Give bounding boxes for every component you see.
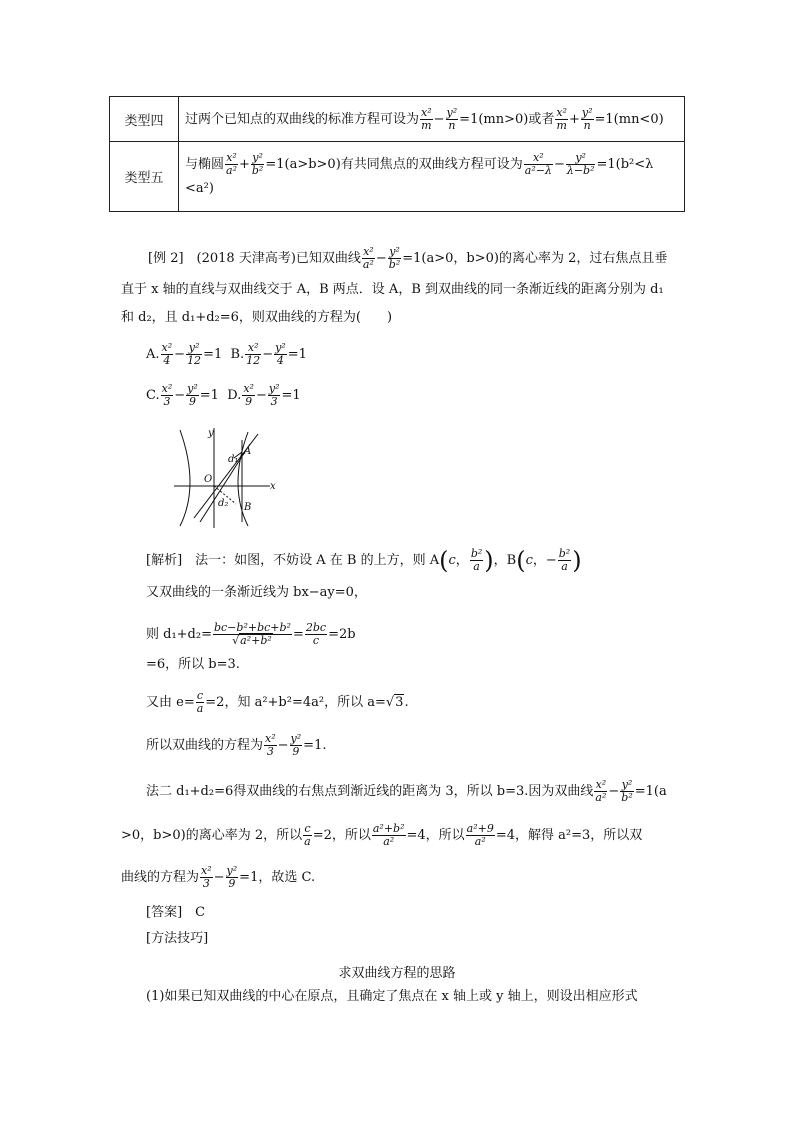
method-heading: [方法技巧] bbox=[146, 931, 209, 946]
label-d2: d₂ bbox=[218, 498, 229, 509]
option-b: B. bbox=[230, 347, 245, 362]
option-a: A. bbox=[146, 347, 160, 362]
method-paragraph-1: (1)如果已知双曲线的中心在原点，且确定了焦点在 x 轴上或 y 轴上，则设出相应形式 bbox=[146, 989, 638, 1004]
type-four-label: 类型四 bbox=[110, 97, 179, 142]
example-line-2: 直于 x 轴的直线与双曲线交于 A，B 两点．设 A，B 到双曲线的同一条渐近线的距离分别为 d₁ bbox=[121, 282, 664, 297]
label-x: x bbox=[270, 481, 276, 492]
solution-line-2: 又双曲线的一条渐近线为 bx−ay=0， bbox=[146, 585, 367, 600]
left-branch bbox=[180, 430, 190, 526]
label-y: y bbox=[208, 428, 214, 439]
solution-line-5: 又由 e= $\frac{c}{a}$ =2，知 a²+b²=4a²，所以 a=√3. bbox=[146, 689, 409, 715]
label-b: B bbox=[244, 502, 252, 513]
type-five-content: 与椭圆 $\frac{\text{x²}}{\text{a²}}$ + $\frac{\text{y²}}{\text{b²}}$ =1(a>b>0)有共同焦点的双曲线方程可设为 $\frac{\text{x²}}{\text{a²−λ}}$ − $\frac{\text{y²}}{\text{λ−b²}}$ =1(b²<λ <a²) bbox=[179, 142, 685, 212]
solution-line-3: 则 d₁+d₂= $\frac{\text{bc−b²+bc+b²}}{\text{√a²+b²}}$ = $\frac{2bc}{c}$ =2b bbox=[146, 621, 356, 647]
solution-line-8: >0，b>0)的离心率为 2，所以 $\frac{c}{a}$ =2，所以 $\frac{\text{a²+b²}}{\text{a²}}$ =4，所以 $\frac{\text{a²+9}}{\text{a²}}$ =4，解得 a²=3，所以双 bbox=[121, 822, 643, 848]
type-four-content: 过两个已知点的双曲线的标准方程可设为 $\frac{\text{x²}}{m}$ − $\frac{\text{y²}}{n}$ =1(mn>0)或者 $\frac{\text{x²}}{m}$ + $\frac{\text{y²}}{n}$ =1(mn<0) bbox=[179, 97, 685, 142]
type-four-row bbox=[110, 97, 685, 142]
answer-line: [答案] C bbox=[146, 905, 206, 920]
solution-line-7: 法二 d₁+d₂=6得双曲线的右焦点到渐近线的距离为 3，所以 b=3.因为双曲线 $\frac{\text{x²}}{\text{a²}}$ − $\frac{\text{y²}}{\text{b²}}$ =1(a bbox=[146, 778, 667, 804]
hyperbola-figure bbox=[170, 422, 285, 530]
option-c: C. bbox=[146, 388, 160, 403]
type-five-label: 类型五 bbox=[110, 142, 179, 212]
options-row-1: A. $\frac{\text{x²}}{4}$ − $\frac{\text{y²}}{12}$ =1 B. $\frac{\text{x²}}{12}$ − $\frac{\text{y²}}{4}$ =1 bbox=[146, 341, 307, 367]
example-line-1: [例 2] (2018 天津高考)已知双曲线 $\frac{\text{x²}}{\text{a²}}$ − $\frac{\text{y²}}{\text{b²}}$ =1(a>0，b>0)的离心率为 2，过右焦点且垂 bbox=[148, 245, 668, 271]
method-title: 求双曲线方程的思路 bbox=[338, 966, 456, 981]
solution-line-9: 曲线的方程为 $\frac{\text{x²}}{3}$ − $\frac{\text{y²}}{9}$ =1，故选 C. bbox=[121, 864, 316, 890]
example-line-3: 和 d₂，且 d₁+d₂=6，则双曲线的方程为( ) bbox=[121, 310, 393, 325]
options-row-2: C. $\frac{\text{x²}}{3}$ − $\frac{\text{y²}}{9}$ =1 D. $\frac{\text{x²}}{9}$ − $\frac{\text{y²}}{3}$ =1 bbox=[146, 382, 301, 408]
solution-line-6: 所以双曲线的方程为 $\frac{\text{x²}}{3}$ − $\frac{\text{y²}}{9}$ =1. bbox=[146, 732, 327, 758]
solution-line-1: [解析] 法一：如图，不妨设 A 在 B 的上方，则 A(c， $\frac{\text{b²}}{a}$ )，B(c，− $\frac{\text{b²}}{a}$ ) bbox=[146, 546, 582, 575]
label-a: A bbox=[244, 446, 252, 457]
solution-line-4: =6，所以 b=3. bbox=[146, 657, 240, 672]
type-five-row bbox=[110, 142, 685, 212]
types-table bbox=[109, 96, 685, 212]
label-o: O bbox=[204, 474, 213, 485]
label-d1: d₁ bbox=[228, 454, 239, 465]
option-d: D. bbox=[227, 388, 242, 403]
